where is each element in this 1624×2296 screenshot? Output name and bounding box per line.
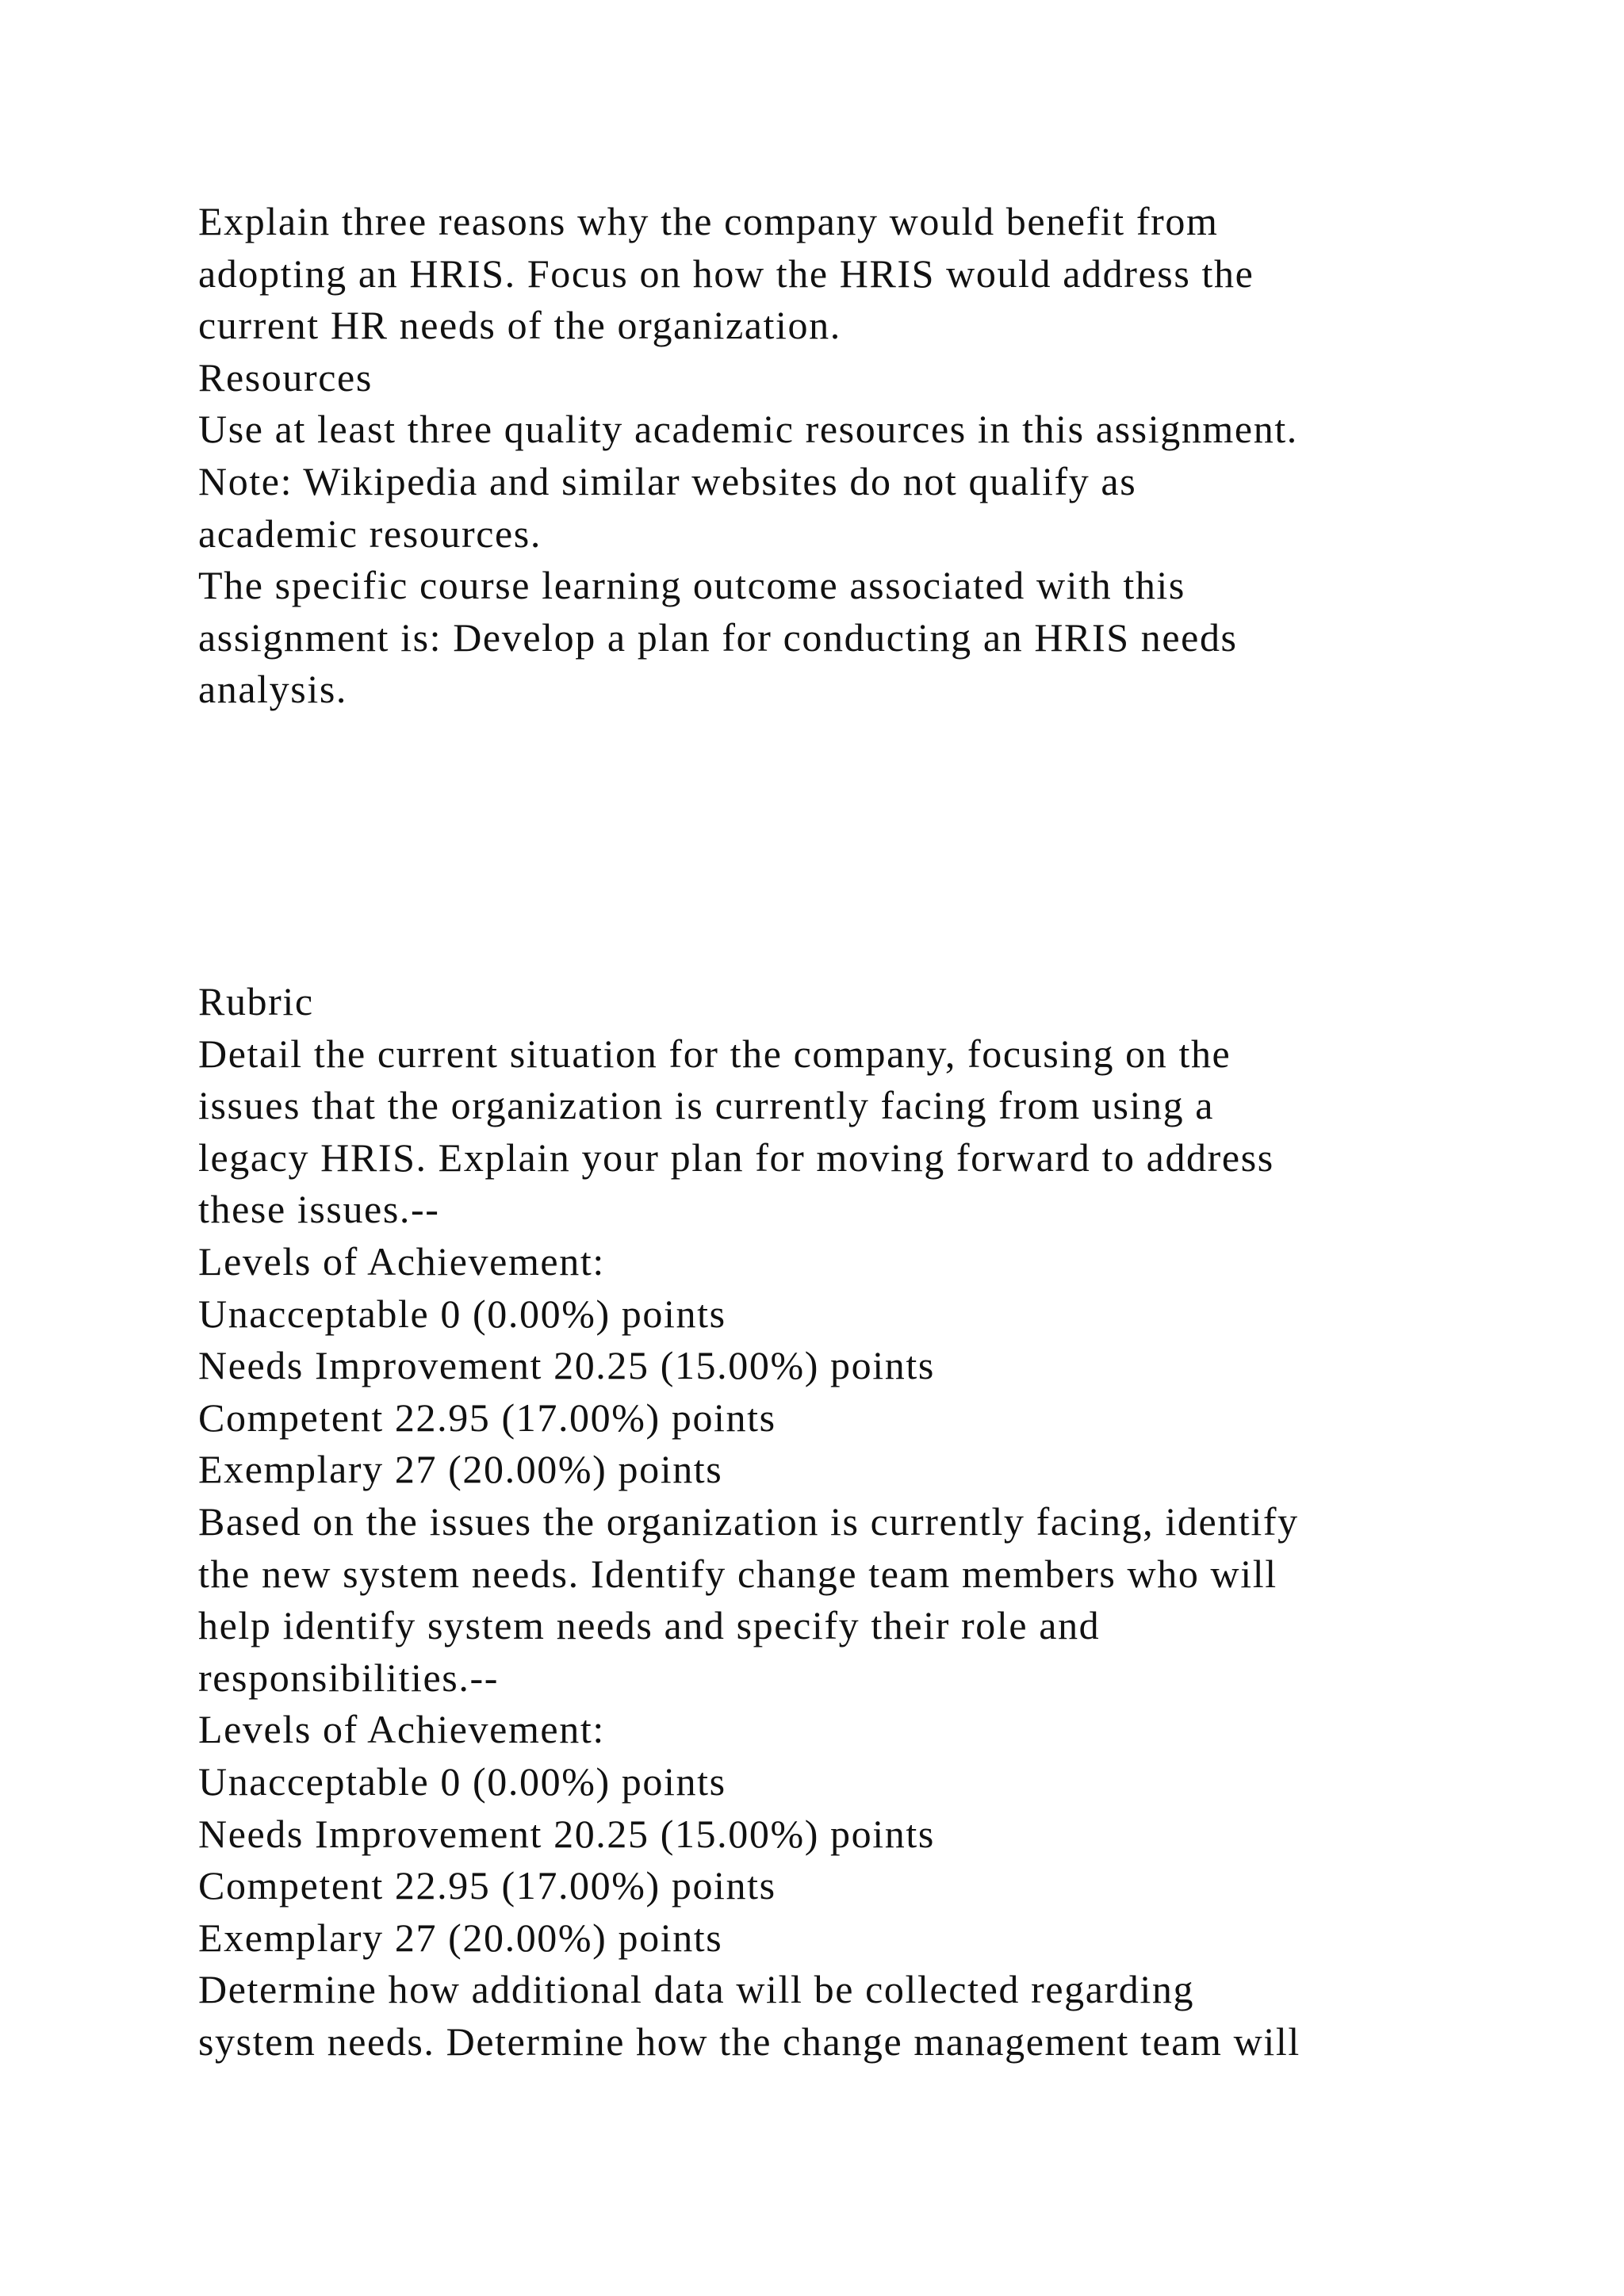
level-exemplary: Exemplary 27 (20.00%) points xyxy=(198,1447,723,1492)
text-line: Note: Wikipedia and similar websites do not qualify as xyxy=(198,458,1137,503)
rubric-heading: Rubric xyxy=(198,979,314,1024)
rubric-section xyxy=(198,976,1546,2068)
levels-heading: Levels of Achievement: xyxy=(198,1238,605,1284)
level-unacceptable: Unacceptable 0 (0.00%) points xyxy=(198,1758,726,1804)
level-exemplary: Exemplary 27 (20.00%) points xyxy=(198,1915,723,1960)
text-line: assignment is: Develop a plan for conducting an HRIS needs xyxy=(198,614,1238,660)
level-needs-improvement: Needs Improvement 20.25 (15.00%) points xyxy=(198,1343,935,1388)
resources-heading: Resources xyxy=(198,354,373,400)
criterion-text: the new system needs. Identify change team members who will xyxy=(198,1551,1277,1596)
level-competent: Competent 22.95 (17.00%) points xyxy=(198,1863,776,1908)
criterion-text: responsibilities.-- xyxy=(198,1655,499,1700)
levels-heading: Levels of Achievement: xyxy=(198,1707,605,1752)
criterion-text: system needs. Determine how the change management team will xyxy=(198,2019,1300,2064)
text-line: analysis. xyxy=(198,667,347,712)
criterion-text: Based on the issues the organization is currently facing, identify xyxy=(198,1498,1299,1544)
criterion-text: these issues.-- xyxy=(198,1187,440,1232)
criterion-text: Detail the current situation for the company, focusing on the xyxy=(198,1031,1231,1076)
level-needs-improvement: Needs Improvement 20.25 (15.00%) points xyxy=(198,1811,935,1856)
level-competent: Competent 22.95 (17.00%) points xyxy=(198,1395,776,1440)
text-line: academic resources. xyxy=(198,511,542,556)
text-line: The specific course learning outcome associated with this xyxy=(198,563,1185,608)
text-line: adopting an HRIS. Focus on how the HRIS would address the xyxy=(198,251,1254,296)
criterion-text: help identify system needs and specify their role and xyxy=(198,1603,1101,1648)
text-line: current HR needs of the organization. xyxy=(198,303,841,348)
text-line: Explain three reasons why the company would benefit from xyxy=(198,199,1219,243)
criterion-text: issues that the organization is currently facing from using a xyxy=(198,1083,1215,1128)
level-unacceptable: Unacceptable 0 (0.00%) points xyxy=(198,1291,726,1336)
criterion-text: legacy HRIS. Explain your plan for moving forward to address xyxy=(198,1135,1274,1180)
text-line: Use at least three quality academic resources in this assignment. xyxy=(198,407,1298,452)
assignment-instructions xyxy=(198,196,1546,716)
criterion-text: Determine how additional data will be collected regarding xyxy=(198,1967,1195,2012)
